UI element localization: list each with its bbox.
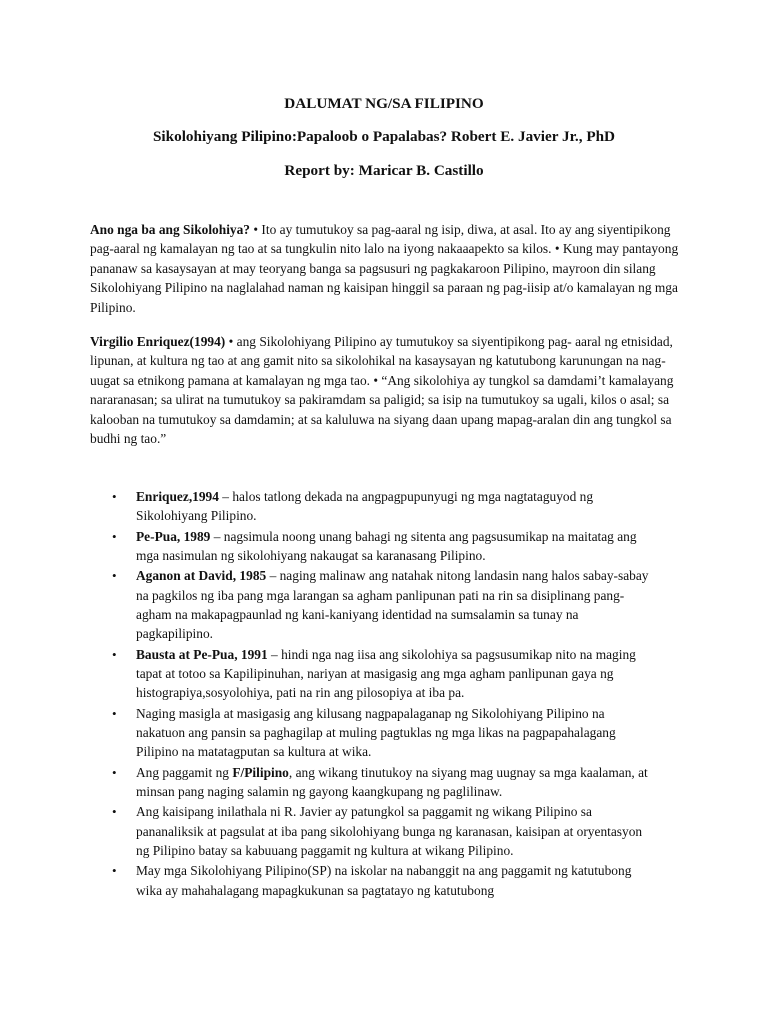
list-item	[0, 566, 652, 644]
item-text: – halos tatlong dekada na angpagpupunyugi ng mga nagtataguyod ng Sikolohiyang Pilipino.	[136, 489, 594, 524]
document-subtitle: Sikolohiyang Pilipino:Papaloob o Papalabas? Robert E. Javier Jr., PhD	[152, 128, 616, 145]
item-text: , ang wikang tinutukoy na siyang mag uugnay sa mga kaalaman, at minsan pang naging salamin ng gayong kaangkupang ng paglilinaw.	[136, 764, 648, 800]
item-text: Ang kaisipang inilathala ni R. Javier ay patungkol sa paggamit ng wikang Pilipino sa pananaliksik at pagsulat at iba pang sikolohiyang bunga ng karanasan, kaisipan at oryentasyon ng Pilipino batay sa kabuuang paggamit ng kultura at wikang Pilipino.	[136, 804, 643, 859]
bullet-icon: •	[112, 528, 117, 544]
bullet-icon: •	[112, 804, 117, 820]
bullet-icon: •	[112, 489, 117, 504]
item-text: Ang paggamit ng	[136, 764, 233, 780]
bullet-icon: •	[112, 568, 117, 584]
item-text: – hindi nga nag iisa ang sikolohiya sa pagsusumikap nito na maging tapat at totoo sa Kapilipinuhan, nariyan at masigasig ang mga agham panlipunan gaya ng histograpiya,sosyolohiya, pati na rin ang pilosopiya at iba pa.	[136, 646, 636, 701]
item-text: Naging masigla at masigasig ang kilusang nagpapalaganap ng Sikolohiyang Pilipino na nakatuon ang pansin sa paghagilap at muling pagtuklas ng mga likas na pagpapahalagang Pilipino na matatagputan sa kultura at wika.	[136, 705, 616, 760]
bullet-icon: •	[112, 646, 117, 662]
item-bold-text: Pe-Pua, 1989	[136, 528, 211, 544]
item-bold-text: F/Pilipino	[232, 764, 289, 780]
list-item	[0, 487, 652, 526]
bullet-icon: •	[112, 764, 117, 780]
list-item	[0, 763, 652, 802]
list-item	[0, 527, 652, 566]
paragraph-body: • ang Sikolohiyang Pilipino ay tumutukoy sa siyentipikong pag- aaral ng etnisidad, lipunan, at kultura ng tao at ang gamit nito sa sikolohikal na kasaysayan ng katutubong karunungan na nag-uugat sa etnikong pamana at kamalayan ng mga tao. • “Ang sikolohiya ay tungkol sa damdami’t kamalayang nararanasan; sa ulirat na tumutukoy sa pakiramdam sa paligid; sa isip na tumutukoy sa ugali, kilos o asal; sa kalooban na tumutukoy sa damdamin; at sa kaluluwa na siyang daan upang mapag-aralan din ang tungkol sa budhi ng tao.”	[90, 334, 674, 447]
document-title: DALUMAT NG/SA FILIPINO	[284, 95, 484, 112]
paragraph-lead: Virgilio Enriquez(1994)	[90, 334, 226, 349]
list-item	[0, 802, 652, 860]
paragraph-body: • Ito ay tumutukoy sa pag-aaral ng isip, diwa, at asal. Ito ay ang siyentipikong pag-aaral ng kamalayan ng tao at sa tungkulin nito lalo na iyong nakaaapekto sa kilos. • Kung may pantayong pananaw sa kasaysayan at may teoryang banga sa pagsusuri ng pagkakaroon Pilipino, mayroon din silang Sikolohiyang Pilipino na naglalahad naman ng kaisipan hinggil sa paraan ng pag-iisip at/o kamalayan ng mga Pilipino.	[90, 222, 679, 315]
bullet-list	[0, 487, 768, 901]
item-bold-text: Aganon at David, 1985	[136, 568, 267, 584]
list-item	[0, 861, 652, 900]
item-text: – naging malinaw ang natahak nitong landasin nang halos sabay-sabay na pagkilos ng iba pang mga larangan sa agham panlipunan pati na rin sa disiplinang pang-agham na makapagpaunlad ng kani-kaniyang identidad na sumsalamin sa tunay na pagkapilipino.	[136, 568, 649, 642]
list-item	[0, 645, 652, 703]
bullet-icon: •	[112, 863, 117, 879]
item-bold-text: Bausta at Pe-Pua, 1991	[136, 646, 268, 662]
paragraph-lead: Ano nga ba ang Sikolohiya?	[90, 222, 251, 237]
item-bold-text: Enriquez,1994	[136, 489, 219, 504]
report-author: Report by: Maricar B. Castillo	[284, 162, 484, 179]
paragraph-sikolohiya	[90, 220, 680, 317]
bullet-icon: •	[112, 705, 117, 721]
item-text: May mga Sikolohiyang Pilipino(SP) na iskolar na nabanggit na ang paggamit ng katutubong wika ay mahahalagang mapagkukunan sa pagtatayo ng katutubong	[136, 863, 632, 898]
item-text: – nagsimula noong unang bahagi ng sitenta ang pagsusumikap na maitatag ang mga nasimulan ng sikolohiyang nakaugat sa karanasang Pilipino.	[136, 528, 637, 564]
paragraph-enriquez	[90, 332, 680, 448]
list-item	[0, 704, 652, 762]
